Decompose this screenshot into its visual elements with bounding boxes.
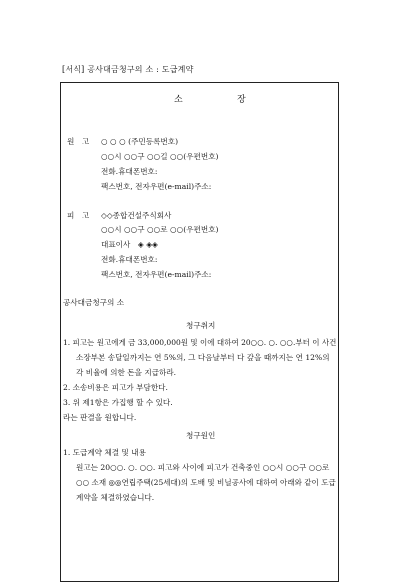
claim-purpose-item-1-line-1: 1. 피고는 원고에게 금 33,000,000원 및 이에 대하여 20○○. ○. ○○.부터 이 사건 (63, 338, 337, 347)
title-char-1: 소 (174, 95, 183, 105)
defendant-fax-email: 팩스번호, 전자우편(e-mail)주소: (101, 270, 212, 279)
document-frame (60, 82, 339, 582)
plaintiff-role: 원 고 (67, 137, 90, 146)
claim-purpose-item-1-line-3: 각 비율에 의한 돈을 지급하라. (76, 368, 177, 377)
defendant-representative: 대표이사 ◈ ◈◈ (101, 240, 158, 249)
case-name: 공사대금청구의 소 (63, 298, 125, 307)
claim-cause-sub-1-line-2: ○○ 소재 ◎◎연립주택(25세대)의 도배 및 비닐공사에 대하여 아래와 같이 도급 (76, 478, 336, 487)
title-char-2: 장 (237, 95, 246, 105)
plaintiff-phone: 전화․휴대폰번호: (101, 167, 158, 176)
claim-cause-sub-1-line-1: 원고는 20○○. ○. ○○. 피고와 사이에 피고가 건축중인 ○○시 ○○구 ○○로 (76, 463, 330, 472)
claim-purpose-item-2: 2. 소송비용은 피고가 부담한다. (63, 383, 168, 392)
claim-cause-heading: 청구원인 (186, 431, 216, 440)
claim-purpose-closing: 라는 판결을 원합니다. (63, 413, 137, 422)
defendant-phone: 전화․휴대폰번호: (101, 255, 158, 264)
claim-purpose-heading: 청구취지 (186, 321, 216, 330)
document-title (61, 95, 338, 107)
plaintiff-fax-email: 팩스번호, 전자우편(e-mail)주소: (101, 182, 212, 191)
defendant-address: ○○시 ○○구 ○○로 ○○(우편번호) (101, 225, 219, 234)
defendant-name: ◇◇종합건설주식회사 (101, 211, 172, 220)
claim-cause-sub-1-title: 1. 도급계약 체결 및 내용 (63, 448, 146, 457)
form-label: [서식] 공사대금청구의 소 : 도급계약 (62, 65, 194, 74)
claim-cause-sub-1-line-3: 계약을 체결하였습니다. (76, 493, 155, 502)
claim-purpose-item-1-line-2: 소장부본 송달일까지는 연 5%의, 그 다음날부터 다 갚을 때까지는 연 12%의 (76, 353, 330, 362)
claim-purpose-item-3: 3. 위 제1항은 가집행 할 수 있다. (63, 398, 173, 407)
plaintiff-address: ○○시 ○○구 ○○길 ○○(우편번호) (101, 152, 219, 161)
defendant-role: 피 고 (67, 211, 90, 220)
plaintiff-name: ○ ○ ○ (주민등록번호) (101, 137, 179, 146)
